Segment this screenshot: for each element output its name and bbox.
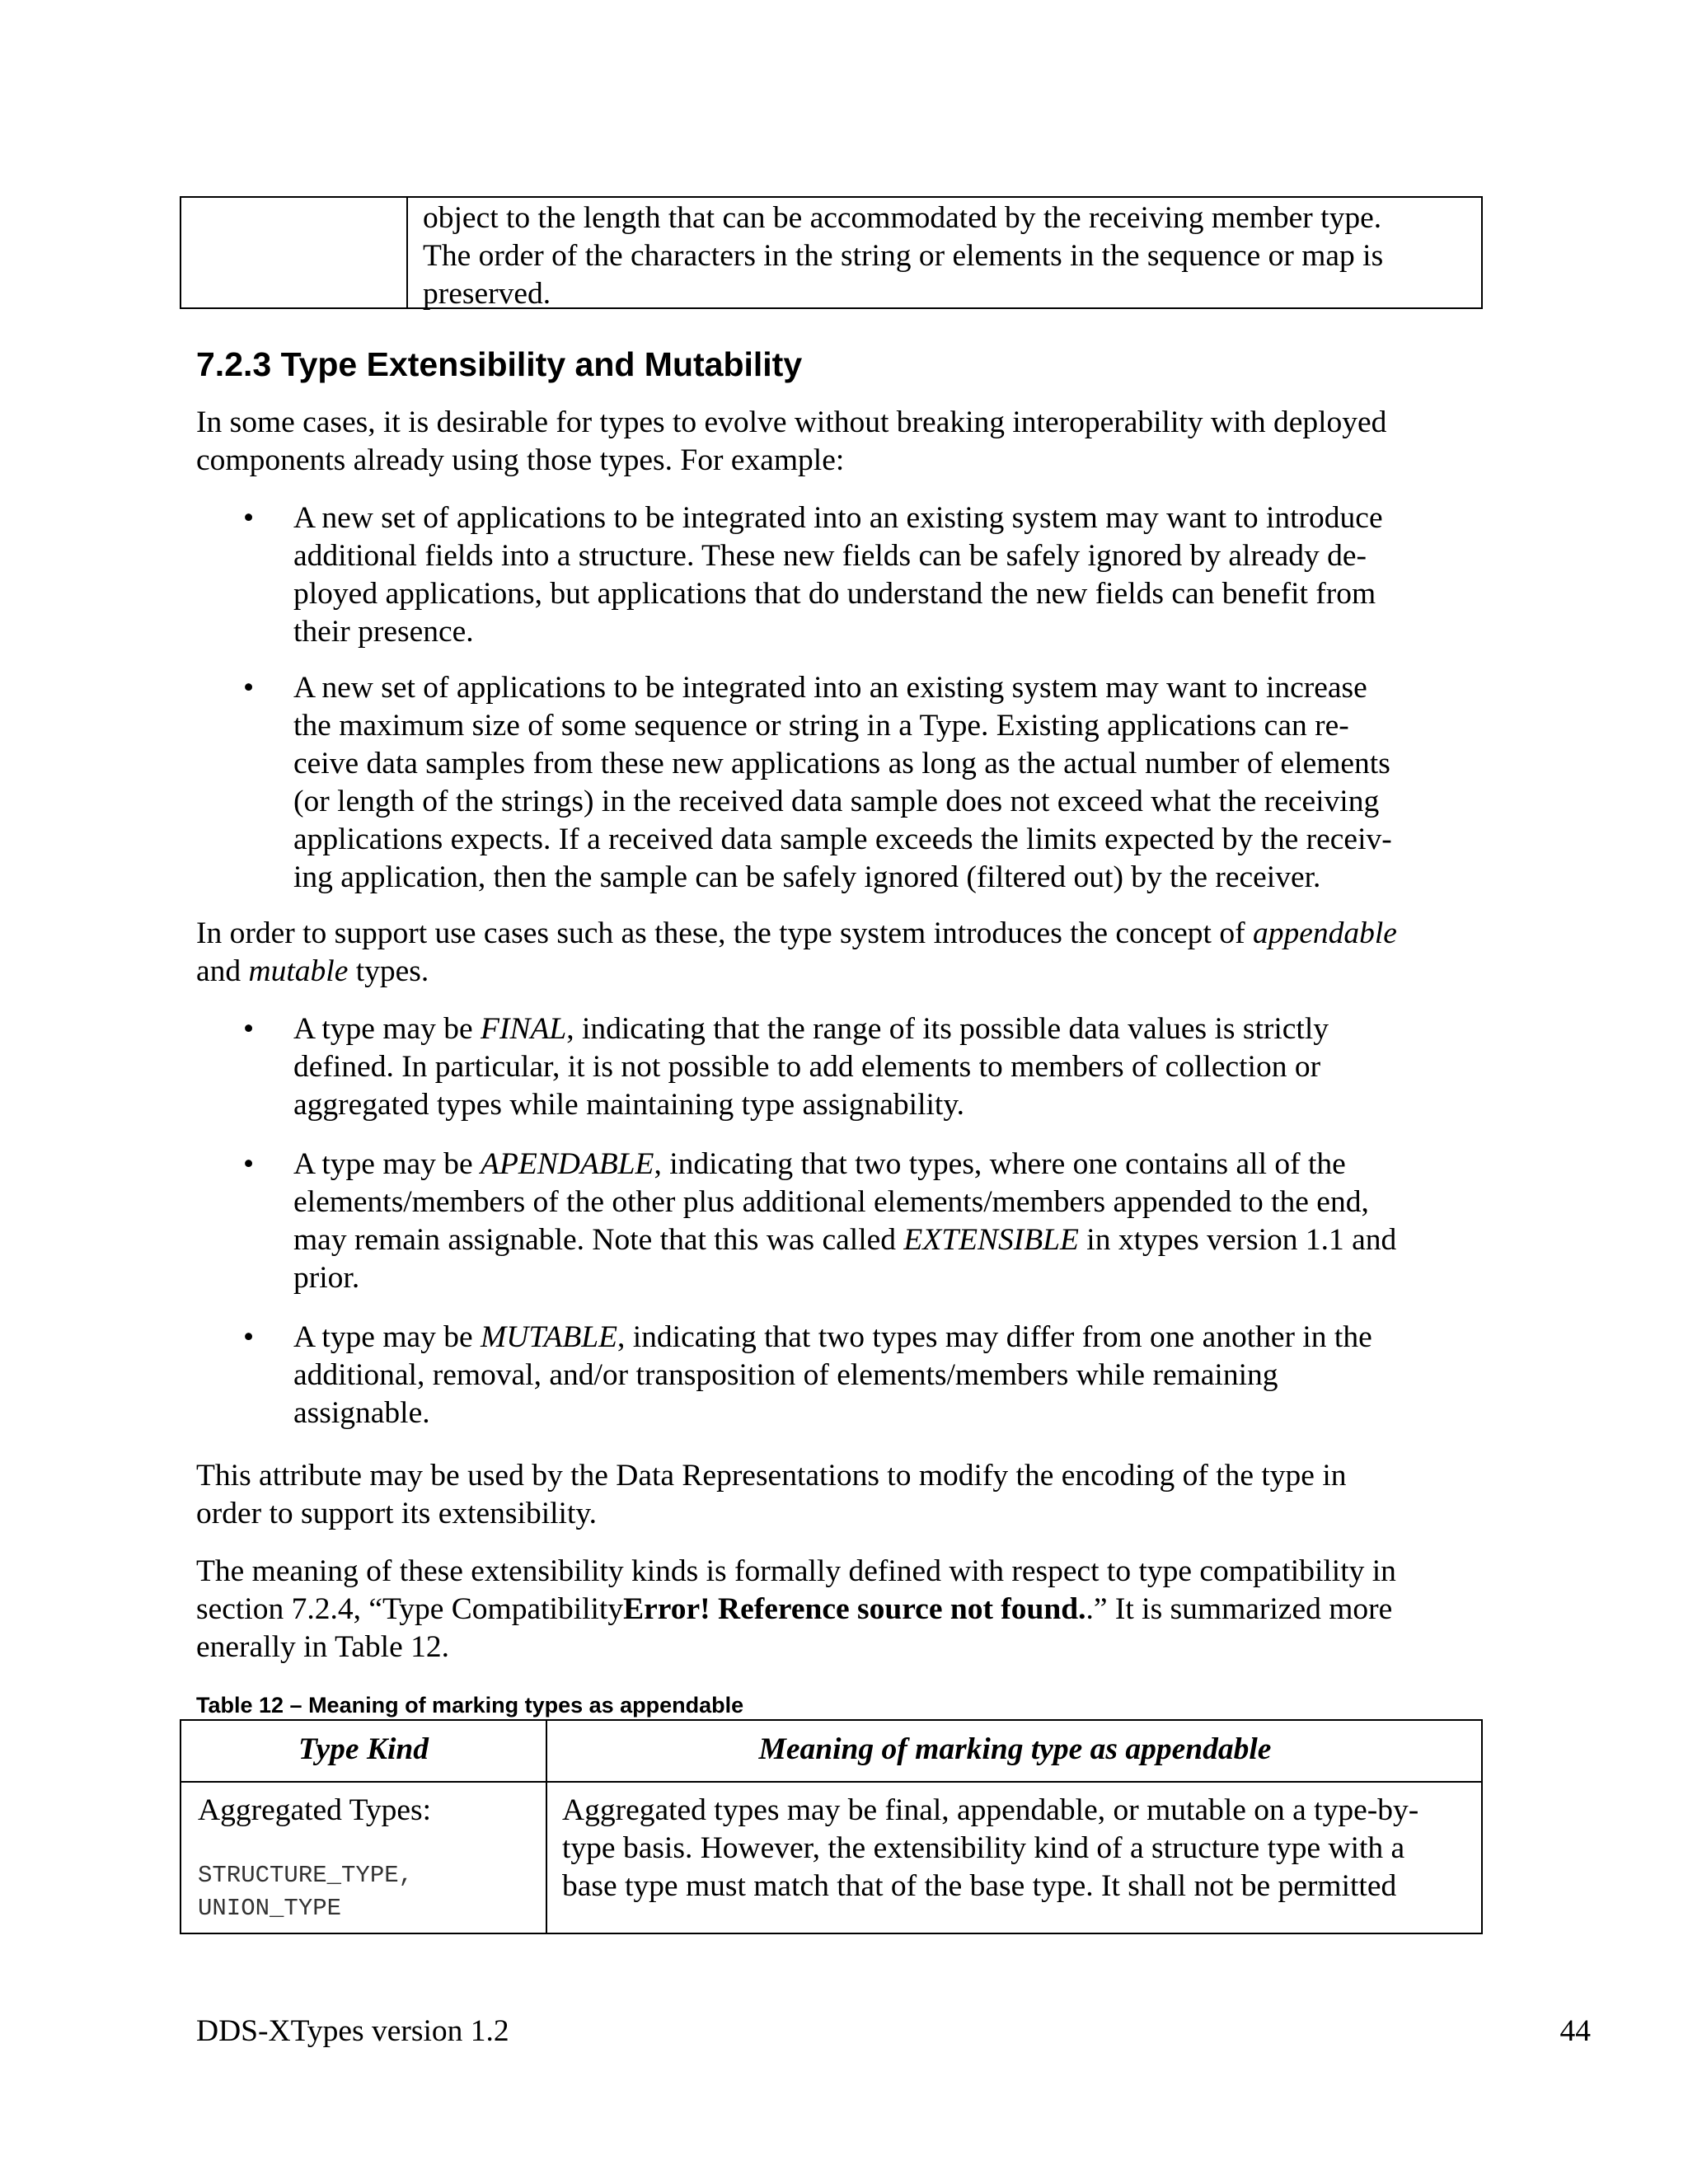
- list-item-mutable: [196, 1319, 1482, 1432]
- paragraph-encoding: [196, 1457, 1482, 1533]
- text-line: (or length of the strings) in the received data sample does not exceed what the receiving: [293, 785, 1380, 818]
- text-line: enerally in Table 12.: [196, 1630, 449, 1664]
- text-run: may remain assignable. Note that this was called: [293, 1223, 904, 1257]
- text-line: additional fields into a structure. These new fields can be safely ignored by already de-: [293, 539, 1367, 573]
- bullet-icon: •: [243, 1147, 255, 1181]
- text-line: applications expects. If a received data sample exceeds the limits expected by the receiv-: [293, 823, 1392, 856]
- text-run: section 7.2.4, “Type Compatibility: [196, 1592, 624, 1626]
- code-line: UNION_TYPE: [198, 1895, 342, 1922]
- text-line: ceive data samples from these new applications as long as the actual number of elements: [293, 747, 1390, 780]
- bullet-icon: •: [243, 501, 255, 535]
- text-run: in xtypes version 1.1 and: [1078, 1223, 1397, 1257]
- paragraph-intro: [196, 404, 1482, 480]
- list-item-appendable: [196, 1146, 1482, 1297]
- bullet-icon: •: [243, 1320, 255, 1354]
- example-list: [196, 499, 1482, 897]
- text-line: defined. In particular, it is not possible to add elements to members of collection or: [293, 1050, 1321, 1084]
- table-12: [180, 1719, 1483, 1934]
- text-run: A type may be: [293, 1320, 481, 1354]
- text-line: In some cases, it is desirable for types to evolve without breaking interoperability with deployed: [196, 405, 1387, 439]
- text-line: order to support its extensibility.: [196, 1497, 598, 1530]
- text-line: [293, 1146, 1482, 1183]
- text-line: base type must match that of the base type. It shall not be permitted: [562, 1869, 1397, 1903]
- emphasis: appendable: [1252, 916, 1397, 950]
- text-line: ployed applications, but applications that do understand the new fields can benefit from: [293, 577, 1376, 611]
- text-line: their presence.: [293, 615, 474, 649]
- table-header-type-kind: Type Kind: [298, 1732, 429, 1766]
- text-line: assignable.: [293, 1396, 430, 1430]
- list-item-final: [196, 1010, 1482, 1124]
- emphasis: EXTENSIBLE: [903, 1223, 1079, 1257]
- bullet-icon: •: [243, 1012, 255, 1046]
- table-cell-kind-code: [198, 1859, 536, 1925]
- text-line: elements/members of the other plus additional elements/members appended to the end,: [293, 1185, 1369, 1219]
- list-item: [196, 499, 1482, 651]
- text-run: .” It is summarized more: [1085, 1592, 1393, 1626]
- text-line: prior.: [293, 1261, 360, 1295]
- text-line: components already using those types. For example:: [196, 443, 845, 477]
- code-line: STRUCTURE_TYPE,: [198, 1862, 414, 1889]
- text-run: A type may be: [293, 1147, 481, 1181]
- text-line: [293, 1221, 1482, 1259]
- footer-doc-title: DDS-XTypes version 1.2: [196, 2014, 509, 2048]
- text-line: [196, 953, 1482, 991]
- continuation-table: [180, 196, 1483, 309]
- text-run: , indicating that two types may differ from one another in the: [617, 1320, 1372, 1354]
- table-header-divider: [181, 1781, 1481, 1783]
- text-line: This attribute may be used by the Data Representations to modify the encoding of the type in: [196, 1459, 1347, 1493]
- table-caption: Table 12 – Meaning of marking types as appendable: [196, 1693, 744, 1718]
- text-line: [293, 1010, 1482, 1048]
- text-line: [196, 915, 1482, 953]
- bullet-icon: •: [243, 671, 255, 705]
- text-line: the maximum size of some sequence or string in a Type. Existing applications can re-: [293, 709, 1349, 743]
- text-run: A type may be: [293, 1012, 481, 1046]
- text-line: ing application, then the sample can be safely ignored (filtered out) by the receiver.: [293, 860, 1321, 894]
- paragraph-concepts: [196, 915, 1482, 991]
- paragraph-meaning: [196, 1553, 1482, 1666]
- text-line: additional, removal, and/or transposition of elements/members while remaining: [293, 1358, 1278, 1392]
- footer-page-number: 44: [1559, 2014, 1591, 2048]
- table-header-meaning: Meaning of marking type as appendable: [758, 1732, 1272, 1766]
- text-line: aggregated types while maintaining type assignability.: [293, 1088, 965, 1122]
- list-item: [196, 669, 1482, 897]
- text-run: In order to support use cases such as these, the type system introduces the concept of: [196, 916, 1253, 950]
- emphasis: mutable: [248, 954, 349, 988]
- table-cell-kind: Aggregated Types:: [198, 1793, 432, 1827]
- reference-error: Error! Reference source not found.: [623, 1592, 1086, 1626]
- text-line: A new set of applications to be integrated into an existing system may want to increase: [293, 671, 1367, 705]
- text-line: [293, 1319, 1482, 1357]
- text-run: , indicating that two types, where one contains all of the: [654, 1147, 1346, 1181]
- cell-line: preserved.: [423, 277, 551, 311]
- text-line: The meaning of these extensibility kinds is formally defined with respect to type compatibility in: [196, 1554, 1396, 1588]
- continuation-table-right-cell: [423, 199, 1470, 313]
- text-line: A new set of applications to be integrated into an existing system may want to introduce: [293, 501, 1383, 535]
- text-run: , indicating that the range of its possible data values is strictly: [566, 1012, 1329, 1046]
- emphasis: FINAL: [481, 1012, 567, 1046]
- cell-line: object to the length that can be accommodated by the receiving member type.: [423, 201, 1382, 235]
- emphasis: APENDABLE: [481, 1147, 654, 1181]
- text-run: types.: [348, 954, 429, 988]
- table-cell-meaning: [562, 1792, 1469, 1905]
- extensibility-kinds-list: [196, 1010, 1482, 1432]
- emphasis: MUTABLE: [481, 1320, 618, 1354]
- text-line: [196, 1591, 1482, 1629]
- text-run: and: [196, 954, 249, 988]
- text-line: type basis. However, the extensibility kind of a structure type with a: [562, 1831, 1405, 1865]
- continuation-table-left-cell: [181, 198, 408, 307]
- cell-line: The order of the characters in the string or elements in the sequence or map is: [423, 239, 1384, 273]
- text-line: Aggregated types may be final, appendable, or mutable on a type-by-: [562, 1793, 1419, 1827]
- section-heading: 7.2.3 Type Extensibility and Mutability: [196, 345, 803, 383]
